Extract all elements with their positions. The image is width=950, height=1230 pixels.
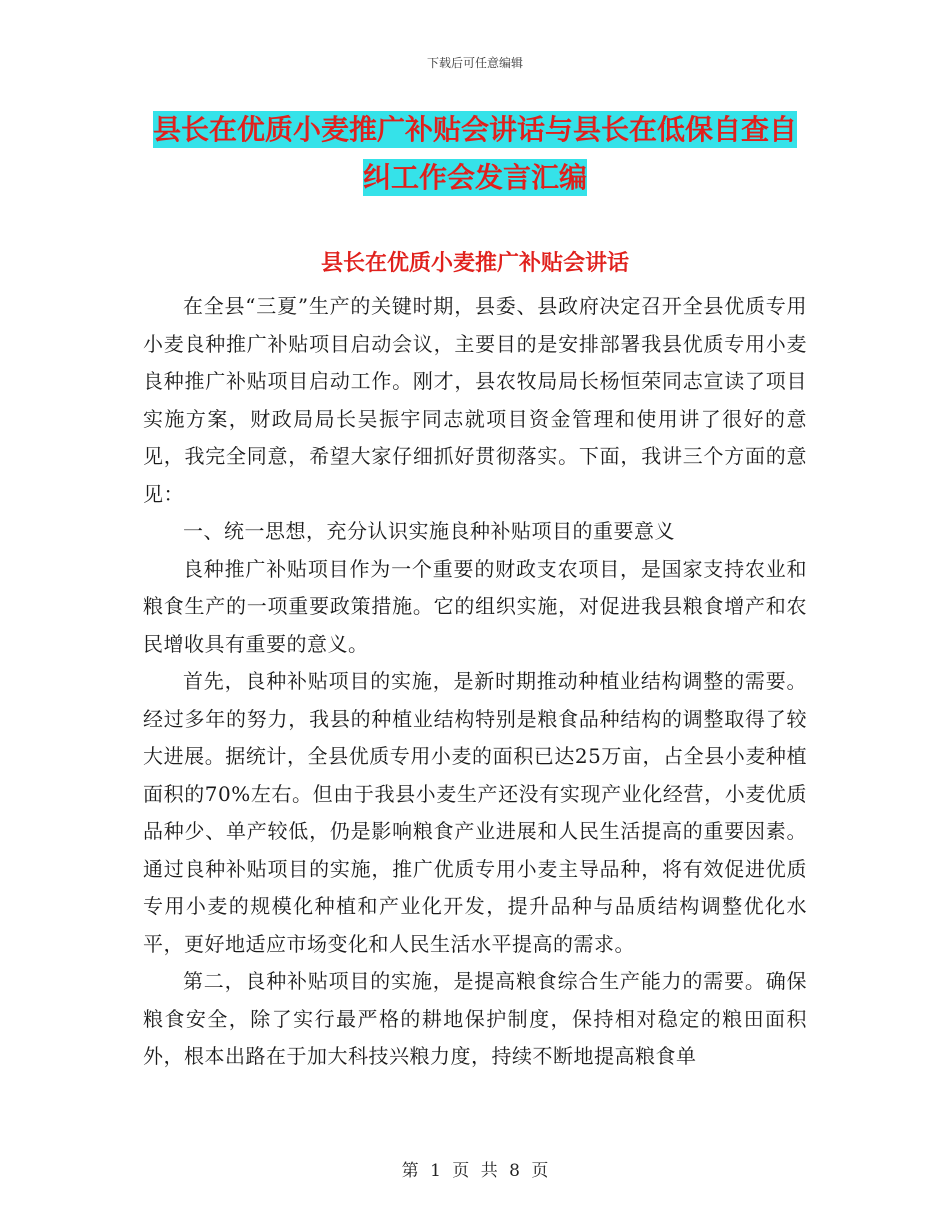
- paragraph: 一、统一思想，充分认识实施良种补贴项目的重要意义: [183, 519, 675, 543]
- document-body: [143, 288, 807, 1076]
- paragraph: 在全县“三夏”生产的关键时期，县委、县政府决定召开全县优质专用小麦良种推广补贴项目启动会议，主要目的是安排部署我县优质专用小麦良种推广补贴项目启动工作。刚才，县农牧局局长杨恒荣同志宣读了项目实施方案，财政局局长吴振宇同志就项目资金管理和使用讲了很好的意见，我完全同意，希望大家仔细抓好贯彻落实。下面，我讲三个方面的意见：: [143, 294, 807, 506]
- document-title-line-2: 纠工作会发言汇编: [362, 161, 587, 194]
- document-title: [140, 106, 810, 202]
- section-title: 县长在优质小麦推广补贴会讲话: [320, 251, 629, 276]
- page-number: 第 1 页 共 8 页: [401, 1161, 549, 1181]
- document-title-line-1: 县长在优质小麦推广补贴会讲话与县长在低保自查自: [152, 113, 797, 146]
- page-header-note: 下载后可任意编辑: [426, 56, 523, 70]
- paragraph: 良种推广补贴项目作为一个重要的财政支农项目，是国家支持农业和粮食生产的一项重要政策措施。它的组织实施，对促进我县粮食增产和农民增收具有重要的意义。: [143, 556, 807, 656]
- paragraph: 第二，良种补贴项目的实施，是提高粮食综合生产能力的需要。确保粮食安全，除了实行最严格的耕地保护制度，保持相对稳定的粮田面积外，根本出路在于加大科技兴粮力度，持续不断地提高粮食单: [143, 969, 807, 1068]
- paragraph: 首先，良种补贴项目的实施，是新时期推动种植业结构调整的需要。经过多年的努力，我县的种植业结构特别是粮食品种结构的调整取得了较大进展。据统计，全县优质专用小麦的面积已达25万亩，占全县小麦种植面积的70%左右。但由于我县小麦生产还没有实现产业化经营，小麦优质品种少、单产较低，仍是影响粮食产业进展和人民生活提高的重要因素。通过良种补贴项目的实施，推广优质专用小麦主导品种，将有效促进优质专用小麦的规模化种植和产业化开发，提升品种与品质结构调整优化水平，更好地适应市场变化和人民生活水平提高的需求。: [143, 669, 807, 956]
